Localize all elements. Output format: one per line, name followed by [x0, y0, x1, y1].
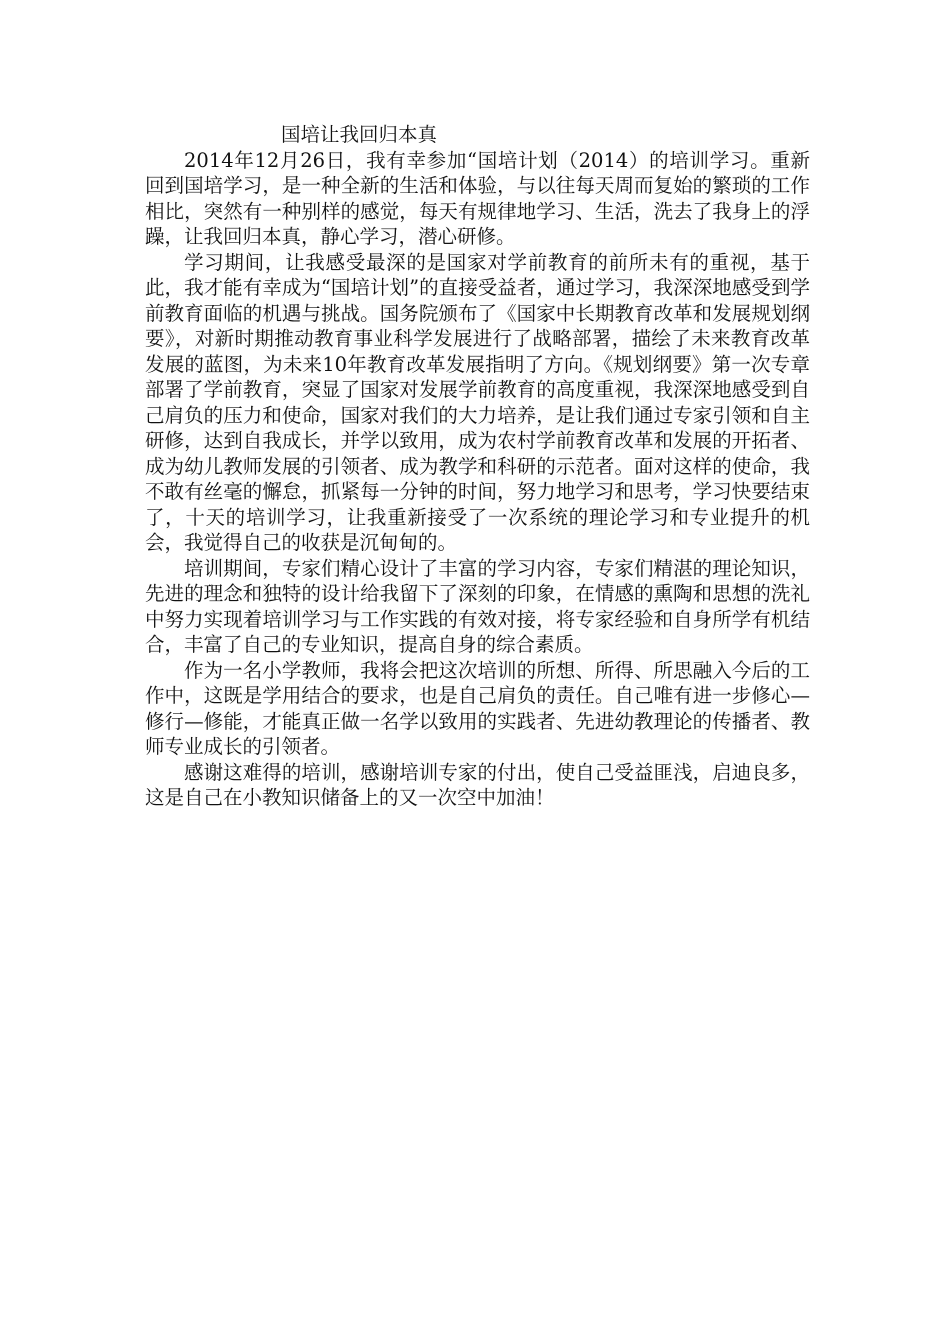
paragraph-2: 学习期间，让我感受最深的是国家对学前教育的前所未有的重视，基于此，我才能有幸成为“国培计划”的直接受益者，通过学习，我深深地感受到学前教育面临的机遇与挑战。国务院颁布了《国家中长期教育改革和发展规划纲要》，对新时期推动教育事业科学发展进行了战略部署，描绘了未来教育改革发展的蓝图，为未来10年教育改革发展指明了方向。《规划纲要》第一次专章部署了学前教育，突显了国家对发展学前教育的高度重视，我深深地感受到自己肩负的压力和使命，国家对我们的大力培养，是让我们通过专家引领和自主研修，达到自我成长，并学以致用，成为农村学前教育改革和发展的开拓者、成为幼儿教师发展的引领者、成为教学和科研的示范者。面对这样的使命，我不敢有丝毫的懈怠，抓紧每一分钟的时间，努力地学习和思考，学习快要结束了，十天的培训学习，让我重新接受了一次系统的理论学习和专业提升的机会，我觉得自己的收获是沉甸甸的。 [145, 250, 810, 554]
paragraph-1: 2014年12月26日，我有幸参加“国培计划（2014）的培训学习。重新回到国培学习，是一种全新的生活和体验，与以往每天周而复始的繁琐的工作相比，突然有一种别样的感觉，每天有规律地学习、生活，洗去了我身上的浮躁，让我回归本真，静心学习，潜心研修。 [145, 148, 810, 248]
paragraph-5: 感谢这难得的培训，感谢培训专家的付出，使自己受益匪浅，启迪良多，这是自己在小教知识储备上的又一次空中加油！ [145, 760, 810, 809]
paragraph-4: 作为一名小学教师，我将会把这次培训的所想、所得、所思融入今后的工作中，这既是学用结合的要求，也是自己肩负的责任。自己唯有进一步修心—修行—修能，才能真正做一名学以致用的实践者、先进幼教理论的传播者、教师专业成长的引领者。 [145, 658, 810, 758]
document-title: 国培让我回归本真 [281, 123, 438, 146]
paragraph-3: 培训期间，专家们精心设计了丰富的学习内容，专家们精湛的理论知识，先进的理念和独特的设计给我留下了深刻的印象，在情感的熏陶和思想的洗礼中努力实现着培训学习与工作实践的有效对接，将专家经验和自身所学有机结合，丰富了自己的专业知识，提高自身的综合素质。 [145, 556, 810, 656]
document-body [145, 122, 810, 811]
